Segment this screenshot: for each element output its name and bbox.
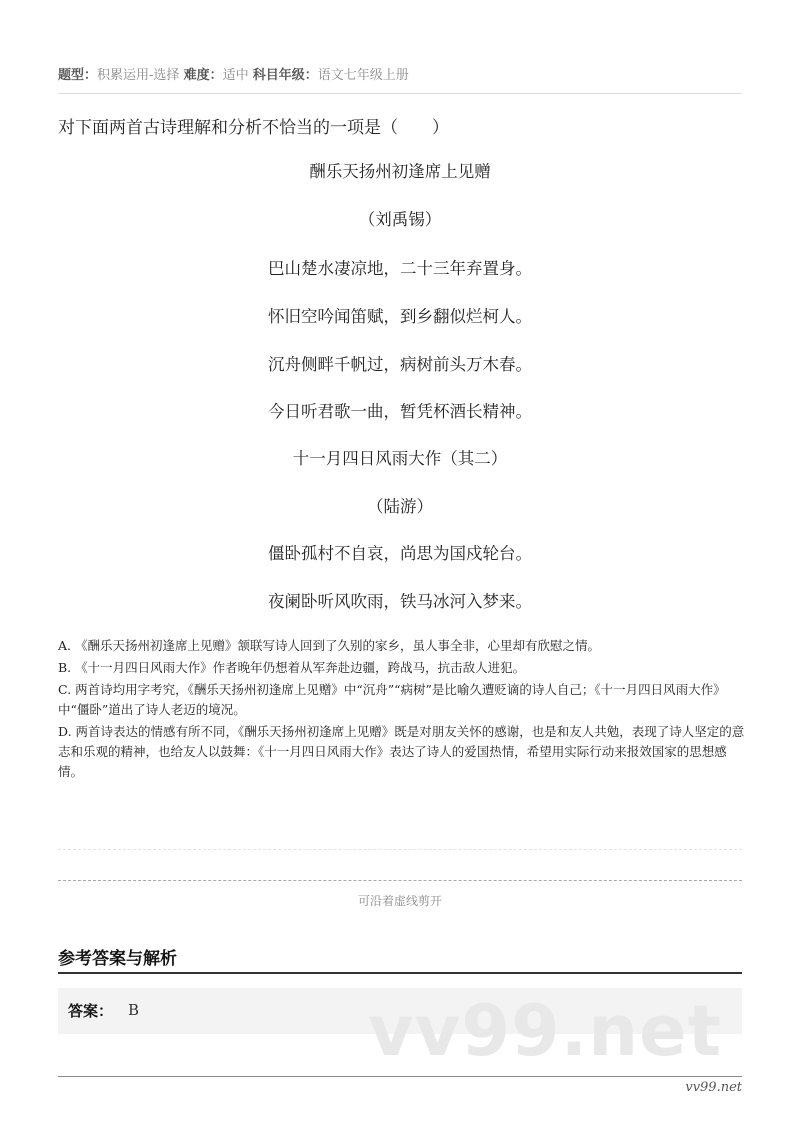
answer-value: B — [128, 1001, 140, 1019]
footer-divider — [58, 1076, 742, 1077]
answer-label: 答案： — [68, 1002, 114, 1020]
option-c: C. 两首诗均用字考究，《酬乐天扬州初逢席上见赠》中“沉舟”“病树”是比喻久遭贬谪的诗人自己；《十一月四日风雨大作》中“僵卧”道出了诗人老迈的境况。 — [58, 682, 726, 717]
poem-author-2: （陆游） — [367, 497, 433, 516]
type-label: 题型： — [58, 68, 98, 83]
difficulty-label: 难度： — [183, 68, 223, 83]
option-d: D. 两首诗表达的情感有所不同，《酬乐天扬州初逢席上见赠》既是对朋友关怀的感谢，也是和友人共勉，表现了诗人坚定的意志和乐观的精神，也给友人以鼓舞：《十一月四日风雨大作》表达了诗人的爱国热情，希望用实际行动来报效国家的思想感情。 — [58, 724, 745, 779]
option-b: B. 《十一月四日风雨大作》作者晚年仍想着从军奔赴边疆，跨战马，抗击敌人进犯。 — [58, 660, 526, 675]
poem-line: 怀旧空吟闻笛赋，到乡翻似烂柯人。 — [268, 307, 532, 326]
poem-line: 夜阑卧听风吹雨，铁马冰河入梦来。 — [268, 592, 532, 611]
poem-line: 巴山楚水凄凉地，二十三年弃置身。 — [268, 259, 532, 278]
answer-section-title: 参考答案与解析 — [58, 949, 177, 969]
poem-line: 沉舟侧畔千帆过，病树前头万木春。 — [268, 355, 532, 374]
poem-title-1: 酬乐天扬州初逢席上见赠 — [309, 162, 491, 181]
difficulty-value: 适中 — [222, 68, 249, 83]
subject-label: 科目年级： — [252, 68, 318, 83]
option-a: A. 《酬乐天扬州初逢席上见赠》颔联写诗人回到了久别的家乡，虽人事全非，心里却有欣慰之情。 — [58, 638, 600, 653]
cut-hint: 可沿着虚线剪开 — [357, 894, 442, 908]
watermark: vv99.net — [368, 990, 723, 1072]
subject-value: 语文七年级上册 — [317, 68, 409, 83]
cut-line — [58, 880, 742, 881]
poem-author-1: （刘禹锡） — [358, 210, 442, 229]
footer-site: vv99.net — [685, 1080, 742, 1095]
poem-line: 今日听君歌一曲，暂凭杯酒长精神。 — [268, 402, 532, 421]
poem-line: 僵卧孤村不自哀，尚思为国戍轮台。 — [268, 544, 532, 563]
question-stem: 对下面两首古诗理解和分析不恰当的一项是（ ） — [58, 118, 449, 138]
type-value: 积累运用-选择 — [97, 68, 180, 83]
dashed-line — [58, 849, 742, 850]
divider — [58, 972, 742, 974]
question-meta — [58, 64, 409, 83]
poem-title-2: 十一月四日风雨大作（其二） — [292, 449, 508, 468]
divider — [58, 93, 742, 94]
